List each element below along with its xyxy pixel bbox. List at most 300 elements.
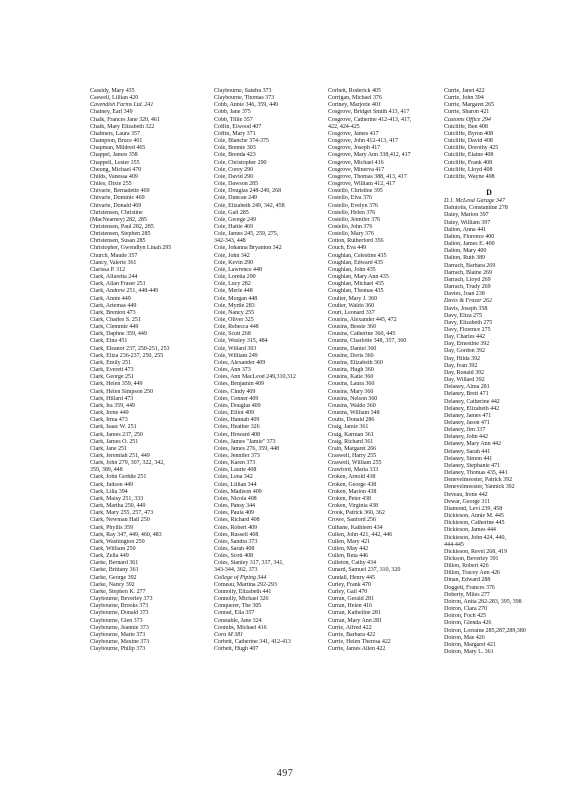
index-entry: Darrach, Lloyd 269 [444,276,491,283]
index-entry: Costello, Christine 395 [328,188,383,195]
index-entry: Coles, Conner 409 [214,395,259,402]
index-entry: Cutcliffe, Byron 408 [444,130,494,137]
index-entry: Clark, Judson 449 [90,481,133,488]
index-entry: Cora M 381 [214,631,244,638]
index-entry: Claybourne, Philip 373 [90,646,146,653]
index-entry: Clark, Artemas 449 [90,302,137,309]
index-entry: Davy, Florence 275 [444,326,491,333]
index-entry: Connolly, Elizabeth 441 [214,588,272,595]
index-entry: Cousins, Laura 360 [328,381,375,388]
index-entry: Conrad, Ella 357 [214,610,255,617]
index-entry: Corbett, Catherine 341, 412-413 [214,639,291,646]
index-entry: Cole, Lawrence 448 [214,266,262,273]
index-entry: Coles, Madison 409 [214,488,262,495]
index-entry: Craig, Jamie 361 [328,424,369,431]
index-entry: Champion, Bruce 401 [90,138,143,145]
index-entry: Curran, Mary Ann 281 [328,617,383,624]
index-entry: Darrach, Barbara 269 [444,262,496,269]
index-entry: Delaney, Brett 471 [444,391,489,398]
index-entry: Darrach, Trudy 269 [444,284,491,291]
index-entry: Cousins, Waldo 360 [328,402,376,409]
index-entry: Clark, Alfaretta 244 [90,274,138,281]
index-entry: Cole, Lucy 282 [214,281,251,288]
index-entry: 343-344, 362, 373 [214,567,258,574]
index-entry: Coles, Howard 408 [214,431,261,438]
index-entry: Cousins, Hugh 360 [328,367,374,374]
index-entry: Clark, Martha 250, 449 [90,503,146,510]
index-entry: Coles, Sarah 408 [214,546,255,552]
index-entry: Coughlan, Edward 435 [328,259,383,266]
index-entry: D.J. McLeod Garage 347 [444,198,505,205]
index-entry: Dalton, Mary 400 [444,248,487,255]
index-entry: Clark, Ray 347, 449, 460, 483 [90,531,162,538]
index-entry: Clark, Andrew 251, 448-449 [90,288,159,295]
index-entry: Currie, James Allen 422 [328,646,386,653]
index-entry: Cutcliffe, Lloyd 408 [444,166,493,173]
index-entry: Coles, Robert 409 [214,524,257,531]
index-entry: Daley, Marion 397 [444,212,489,219]
index-entry: Craig, Richard 361 [328,438,374,445]
index-entry: Cousins, Alexander 445, 472 [328,317,397,323]
index-entry: Dickieson, Annie M. 445 [444,513,504,520]
index-entry: Cullen, Reta 446 [328,553,369,560]
index-entry: 359, 389, 448 [90,467,123,474]
index-entry: Cole, David 290 [214,173,254,180]
index-entry: Cosgrove, Thomas 388, 413, 417 [328,173,407,180]
index-entry: Coles, Karen 373 [214,460,256,467]
index-entry: Cutcliffe, David 408 [444,138,493,145]
index-entry: Cousins, William 348 [328,410,380,417]
index-entry: Coles, Hannah 409 [214,417,260,424]
index-entry: Cole, James 245, 259, 275, [214,231,279,238]
index-entry: Davis & Fraser 262 [444,298,492,305]
index-entry: Dillon, Robert 426 [444,563,489,570]
index-entry: Coughlan, Mary Ann 435 [328,274,389,281]
index-entry: Comeau, Martina 292-293 [214,581,277,588]
index-entry: Day, Willard 392 [444,377,485,384]
index-entry: Crawford, Maria 333 [328,467,379,474]
index-entry: Delaney, James 471 [444,412,492,419]
index-entry: Cutcliffe, Frank 408 [444,159,493,166]
index-entry: Clark, John Geddie 251 [90,474,147,481]
index-entry: Clark, Annie 449 [90,295,131,302]
index-entry: Craig, Karman 361 [328,431,374,438]
index-entry: Cassidy, Mary 435 [90,88,135,94]
index-entry: Clark, Ira 359, 449 [90,402,135,409]
index-entry: Costello, Elva 376 [328,195,372,202]
index-entry: Dickieson, Revel 268, 419 [444,548,508,555]
index-entry: Dalton, James E. 400 [444,241,495,248]
index-entry: Clarke, George 392 [90,574,137,581]
index-entry: Cole, Blanche 374-375 [214,138,269,145]
index-column-3 [328,88,440,653]
index-entry: Clark, Irene 449 [90,410,129,417]
index-entry: Clarke, Bernard 361 [90,560,139,567]
index-entry: Claybourne, Sandra 373 [214,88,272,94]
index-entry: Doggett, Frances 376 [444,584,495,591]
index-entry: Doiron, Margaret 421 [444,641,496,648]
index-entry: Clarissa P. 312 [90,266,126,273]
index-entry: Dalton, Anna 441 [444,226,487,233]
index-entry: Cousins, Daniel 360 [328,345,377,352]
index-entry: Clark, Eina 451 [90,338,128,345]
index-entry: Clark, George 251 [90,374,134,381]
index-entry: Clark, Brenton 473 [90,309,136,316]
index-entry: Croken, Virginia 438 [328,503,378,510]
index-entry: Day, Charles 442 [444,334,485,341]
index-entry: Dillon, Tracey Ann 426 [444,570,501,577]
index-entry: Clark, Irma 473 [90,417,128,424]
index-entry: Cole, Nancy 255 [214,309,255,316]
index-entry: Delaney, Elizabeth 442 [444,405,500,412]
index-entry: Curran, Gerald 281 [328,596,374,603]
index-entry: Dickieson, John 424, 440, [444,534,506,541]
index-entry: Dickieson, Catherine 445 [444,520,505,527]
index-entry: Currie, Barbara 422 [328,631,376,638]
index-entry: Doiron, Mary L. 361 [444,649,494,656]
index-entry: Dalton, Florence 400 [444,233,495,240]
index-entry: Clark, Allan Fraser 251 [90,281,146,288]
index-entry: 342-343, 448 [214,238,246,245]
index-entry: Coffin, Elwood 407 [214,123,262,130]
index-entry: Coles, Cindy 409 [214,388,256,395]
index-entry: Coles, Alexander 409 [214,359,266,366]
index-entry: Chivarie, Donald 469 [90,202,142,209]
index-entry: Chapman, Mildred 465 [90,145,146,152]
index-entry: Croken, Arnold 438 [328,474,376,481]
index-entry: Cutcliffe, Wayne 408 [444,173,495,180]
index-entry: Delaney, Thomas 435, 441 [444,470,508,477]
index-entry: Costello, Mary 376 [328,231,374,238]
index-entry: Croken, Peter 438 [328,495,371,502]
index-entry: Davis, Joseph 358 [444,305,488,312]
index-entry: Clark, Phyllis 359 [90,524,133,531]
index-entry: Cullen, Mary 421 [328,538,371,545]
index-entry: Doiron, Anita 282-283, 395, 398 [444,598,522,605]
index-entry: Cutcliffe, Ben 408 [444,123,488,130]
index-entry: Cosgrove, Joseph 417 [328,145,381,152]
index-entry: Clarke, Nancy 392 [90,581,135,588]
index-entry: Clark, Eliza 236-237, 250, 255 [90,352,164,359]
index-entry: Clark, James 237, 250 [90,431,143,438]
index-entry: Cole, John 342 [214,252,250,259]
index-entry: Denevelmeester, Patrick 392 [444,477,513,484]
index-entry: Delaney, Jim 337 [444,427,486,434]
index-entry: Costello, Jennifer 376 [328,216,381,223]
index-entry: Coles, Richard 408 [214,517,260,524]
index-entry: Cavendish Farms Ltd. 241 [90,102,154,109]
index-entry: Coughlan, Celestine 435 [328,252,387,259]
index-entry: College of Piping 344 [214,574,267,581]
index-entry: Coles, Ann MacLeod 249,310,312 [214,374,296,381]
index-entry: Cole, Wesley 315, 484 [214,338,268,345]
index-entry: Cosgrove, John 412-413, 417 [328,138,399,145]
index-entry: Currie, Margaret 265 [444,102,495,109]
index-entry: Cousins, Bessie 360 [328,324,376,331]
index-entry: Delaney, John 442 [444,434,488,441]
index-entry: Claybourne, Beverley 373 [90,596,153,603]
index-entry: Childs, Vanessa 409 [90,173,138,180]
index-entry: Christopher, Gwendlyn Linah 295 [90,245,172,252]
index-entry: Chiles, Dixie 255 [90,181,132,188]
index-entry: Currie, Sharon 421 [444,109,490,116]
index-entry: Coles, Sandra 373 [214,538,258,545]
index-entry: Cole, Hattie 469 [214,223,254,230]
index-entry: Cousins, Nelson 360 [328,395,378,402]
index-entry: Cole, Merle 448 [214,288,253,295]
index-entry: Clarke, Stephen K. 277 [90,588,146,595]
index-entry: Clark, Hillard 473 [90,395,134,402]
index-entry: Cousins, Katie 360 [328,374,374,381]
index-entry: Delaney, Simon 441 [444,455,493,462]
index-entry: Cosgrove, William 412, 417 [328,181,396,188]
index-entry: Chivarie, Dominic 469 [90,195,145,202]
index-entry: Dalton, Ruth 389 [444,255,486,262]
index-entry: Cole, Elizabeth 249, 342, 458 [214,202,285,209]
index-entry: Curley, Gail 470 [328,588,368,595]
index-entry: Diamond, Levi 239, 458 [444,505,503,512]
index-entry: Cheung, Michael 470 [90,166,142,173]
index-entry: Constable, Jane 324 [214,617,262,624]
index-entry: Clark, Emily 251 [90,359,132,366]
index-entry: Coles, Paula 409 [214,510,255,517]
index-entry: Day, Ronald 392 [444,369,485,376]
index-entry: Clark, Helen 359, 449 [90,381,143,388]
index-entry: Cole, Kevin 290 [214,259,254,266]
index-entry: Coles, Ann 373 [214,367,251,374]
index-entry: Coles, Lillian 344 [214,481,257,488]
index-entry: Caswell, Lillian 420 [90,95,139,102]
index-entry: Dafniotis, Constantine 278 [444,205,508,212]
index-entry: Cole, Myrtle 283 [214,302,255,309]
index-entry: Croken, Marion 438 [328,488,377,495]
index-entry: Coulter, Waldo 360 [328,302,375,309]
index-entry: Cole, Morgan 448 [214,295,258,302]
index-entry: Coles, Pansy 344 [214,503,256,510]
index-entry: Cosgrove, Michael 416 [328,159,384,166]
index-entry: Delaney, Mary Ann 442 [444,441,501,448]
index-entry: Cole, Duncan 249 [214,195,258,202]
index-entry: Coles, James 276, 359, 448 [214,445,280,452]
index-column-4 [444,88,556,656]
index-entry: Cosgrove, Mary Ann 338,412, 417 [328,152,411,159]
index-entry: Coutts, Donald 286 [328,417,375,424]
index-entry: Christensen, Paul 282, 285 [90,223,154,230]
index-entry: Chalmers, Laura 357 [90,130,140,137]
index-entry: Crowe, Sanford 256 [328,517,376,524]
index-entry: Coles, Elliot 409 [214,410,254,417]
index-entry: Clark, John 279, 307, 322, 342, [90,460,165,467]
index-entry: Cobb, Jane 375 [214,109,251,116]
index-entry: Chalk, Mary Elizabeth 322 [90,123,155,130]
index-entry: Cousins, Catherine 360, 445 [328,331,396,338]
index-entry: Coles, Heather 326 [214,424,260,431]
index-entry: Cosgrove, Catherine 412-413, 417, [328,116,412,123]
index-entry: Coombs, Michael 416 [214,624,267,631]
index-entry: 444-445 [444,541,464,548]
index-entry: Cotton, Rutherford 356 [328,238,384,245]
index-entry: Cosgrove, Minerva 417 [328,166,385,173]
index-entry: Clancy, Valerie 361 [90,259,137,266]
index-entry: Craswell, William 255 [328,460,382,467]
index-entry: Currie, John 394 [444,95,484,102]
index-entry: Clark, Daphne 359, 449 [90,331,147,338]
index-entry: Doherty, Miles 277 [444,591,490,598]
index-entry: Cole, Oliver 325 [214,317,254,323]
index-entry: Cobb, Tillie 357 [214,116,253,123]
index-entry: Dickieson, James 444 [444,527,496,534]
index-entry: Conquerer, The 305 [214,603,262,610]
index-entry: Delaney, Sarah 441 [444,448,491,455]
index-entry: Cutcliffe, Elaine 408 [444,152,494,159]
index-entry: Currie, Helen Theresa 422 [328,639,391,646]
index-entry: Coles, Douglas 409 [214,402,261,409]
index-entry: Cunard, Samuel 237, 310, 320 [328,567,401,574]
index-entry: Coles, Lena 342 [214,474,253,481]
index-entry: Clark, Washington 250 [90,538,145,545]
index-entry: Christensen, Stephen 285 [90,231,151,238]
index-entry: Cole, Dawson 285 [214,181,259,188]
index-entry: Clark, Charles S. 251 [90,317,141,323]
index-entry: Clark, Mary 255, 257, 473 [90,510,154,517]
index-entry: Cousins, Charlotte 348, 357, 360 [328,338,407,345]
section-letter-heading: D [486,188,492,198]
index-entry: Costello, Evelyn 376 [328,202,378,209]
index-entry: Coles, Jennifer 373 [214,452,260,459]
index-entry: Doiron, Lorraine 285,287,289,380 [444,627,526,634]
index-entry: Chivarie, Bernadette 469 [90,188,150,195]
index-entry: Coles, Nicola 408 [214,495,257,502]
index-entry: Couch, Eva 449 [328,245,367,252]
index-entry: Cole, Bonnie 303 [214,145,256,152]
spacer [444,181,556,188]
index-entry: Coles, Scott 408 [214,553,254,560]
index-entry: Day, Ernestine 392 [444,341,490,348]
index-entry: Curley, Frank 470 [328,581,371,588]
index-entry: Daley, William 397 [444,219,491,226]
index-entry: Clark, Helen Simpson 250 [90,388,153,395]
index-column-2 [214,88,326,653]
index-entry: (MacNearney) 282, 285 [90,216,147,223]
index-entry: Cosgrove, James 417 [328,130,379,137]
index-entry: Cousins, Mary 360 [328,388,374,395]
index-entry: Claybourne, Marie 373 [90,631,146,638]
index-entry: Davy, Elizabeth 275 [444,319,493,326]
index-entry: Cortney, Marjorie 401 [328,102,381,109]
index-entry: Coles, Benjamin 409 [214,381,264,388]
index-entry: Curran, Katheline 281 [328,610,381,617]
index-entry: Corbett, Hugh 407 [214,646,259,653]
index-entry: Davies, Joan 238 [444,291,485,298]
index-entry: Claybourne, Jeannie 373 [90,624,149,631]
index-entry: Clark, Jeremiah 251, 449 [90,452,150,459]
index-entry: Clark, Everett 473 [90,367,134,374]
index-entry: Clarke, Brittany 361 [90,567,139,574]
index-entry: Delaney, Alma 281 [444,384,490,391]
index-entry: Chainey, Earl 349 [90,109,133,116]
index-entry: Christensen, Susan 285 [90,238,146,245]
index-entry: Crain, Margaret 266 [328,445,377,452]
index-entry: Cutcliffe, Dorothy 425 [444,145,499,152]
index-entry: Dickson, Beverley 391 [444,555,499,562]
index-entry: Davy, Eliza 275 [444,312,482,319]
index-entry: Deveau, Irene 442 [444,491,488,498]
index-entry: Cole, Gail 285 [214,209,249,216]
index-entry: Cundall, Henry 445 [328,574,375,581]
index-entry: Clark, Eleanor 237, 250-251, 253 [90,345,170,352]
index-entry: Dewar, George 311 [444,498,491,505]
index-entry: Cole, Rebecca 448 [214,324,259,331]
index-entry: Craswell, Harry 255 [328,452,377,459]
index-entry: Cole, Douglas 248-249, 268 [214,188,282,195]
index-entry: Corrigan, Michael 376 [328,95,382,102]
index-entry: Cole, Corey 290 [214,166,254,173]
index-entry: Cole, Loretta 290 [214,274,256,281]
index-entry: Cousins, Elizabeth 360 [328,359,383,366]
index-entry: Croken, George 438 [328,481,377,488]
index-entry: Cosgrove, Bridget Smith 413, 417 [328,109,410,116]
index-entry: Cousins, Doris 360 [328,352,374,359]
index-entry: Church, Maude 357 [90,252,138,259]
index-entry: Coles, Russell 408 [214,531,259,538]
index-entry: Claybourne, Thomas 373 [214,95,275,102]
index-entry: Cole, Christopher 290 [214,159,267,166]
index-entry: Clark, Lilla 394 [90,488,128,495]
index-entry: Day, Hilda 392 [444,355,481,362]
index-entry: 422, 424-425 [328,123,360,130]
index-entry: Cobb, Annie 346, 359, 449 [214,102,279,109]
index-entry: Clark, Zella 449 [90,553,129,560]
index-entry: Cole, Johanna Bryanton 342 [214,245,282,252]
index-entry: Coulter, Mary J. 360 [328,295,377,302]
index-entry: Coles, James "Jamie" 373 [214,438,276,445]
index-entry: Clark, Isaac W. 251 [90,424,137,431]
index-entry: Clark, James O. 251 [90,438,139,445]
index-entry: Cole, William 249 [214,352,258,359]
index-entry: Doiron, Glenda 426 [444,620,492,627]
index-entry: Curran, Helen 416 [328,603,372,610]
index-entry: Christensen, Christine [90,209,143,216]
index-entry: Darrach, Blaine 269 [444,269,492,276]
index-entry: Cole, Scott 268 [214,331,251,338]
index-entry: Coffin, Mary 371 [214,130,256,137]
index-entry: Clark, Newman Hall 250 [90,517,150,524]
index-entry: Customs Office 294 [444,116,491,123]
index-entry: Chappell, Lester 355 [90,159,140,166]
index-entry: Coles, Stanley 317, 337, 341, [214,560,284,567]
index-entry: Delaney, Catherine 442 [444,398,500,405]
index-entry: Coles, Laurie 408 [214,467,257,474]
index-entry: Coughlan, Michael 435 [328,281,384,288]
index-entry: Currie, Janet 422 [444,88,485,94]
index-entry: Cullen, John 421, 442, 446 [328,531,393,538]
index-entry: Chappel, James 358 [90,152,138,159]
index-entry: Chalk, Frances Jane 320, 461 [90,116,160,123]
index-entry: Cole, Willard 303 [214,345,257,352]
index-entry: Claybourne, Donald 373 [90,610,149,617]
index-entry: Costello, Helen 376 [328,209,376,216]
index-entry: Claybourne, Glen 373 [90,617,143,624]
index-entry: Clark, Clemmie 449 [90,324,139,331]
index-entry: Claybourne, Brooks 373 [90,603,149,610]
index-entry: Crook, Patrick 360, 362 [328,510,385,517]
index-entry: Coughlan, John 435 [328,266,376,273]
index-entry: Cullen, May 442 [328,546,369,552]
index-entry: Claybourne, Maxine 373 [90,639,150,646]
index-entry: Costello, John 376 [328,223,373,230]
index-entry: Cole, Brenda 423 [214,152,256,159]
index-entry: Doiron, Clara 270 [444,606,487,613]
